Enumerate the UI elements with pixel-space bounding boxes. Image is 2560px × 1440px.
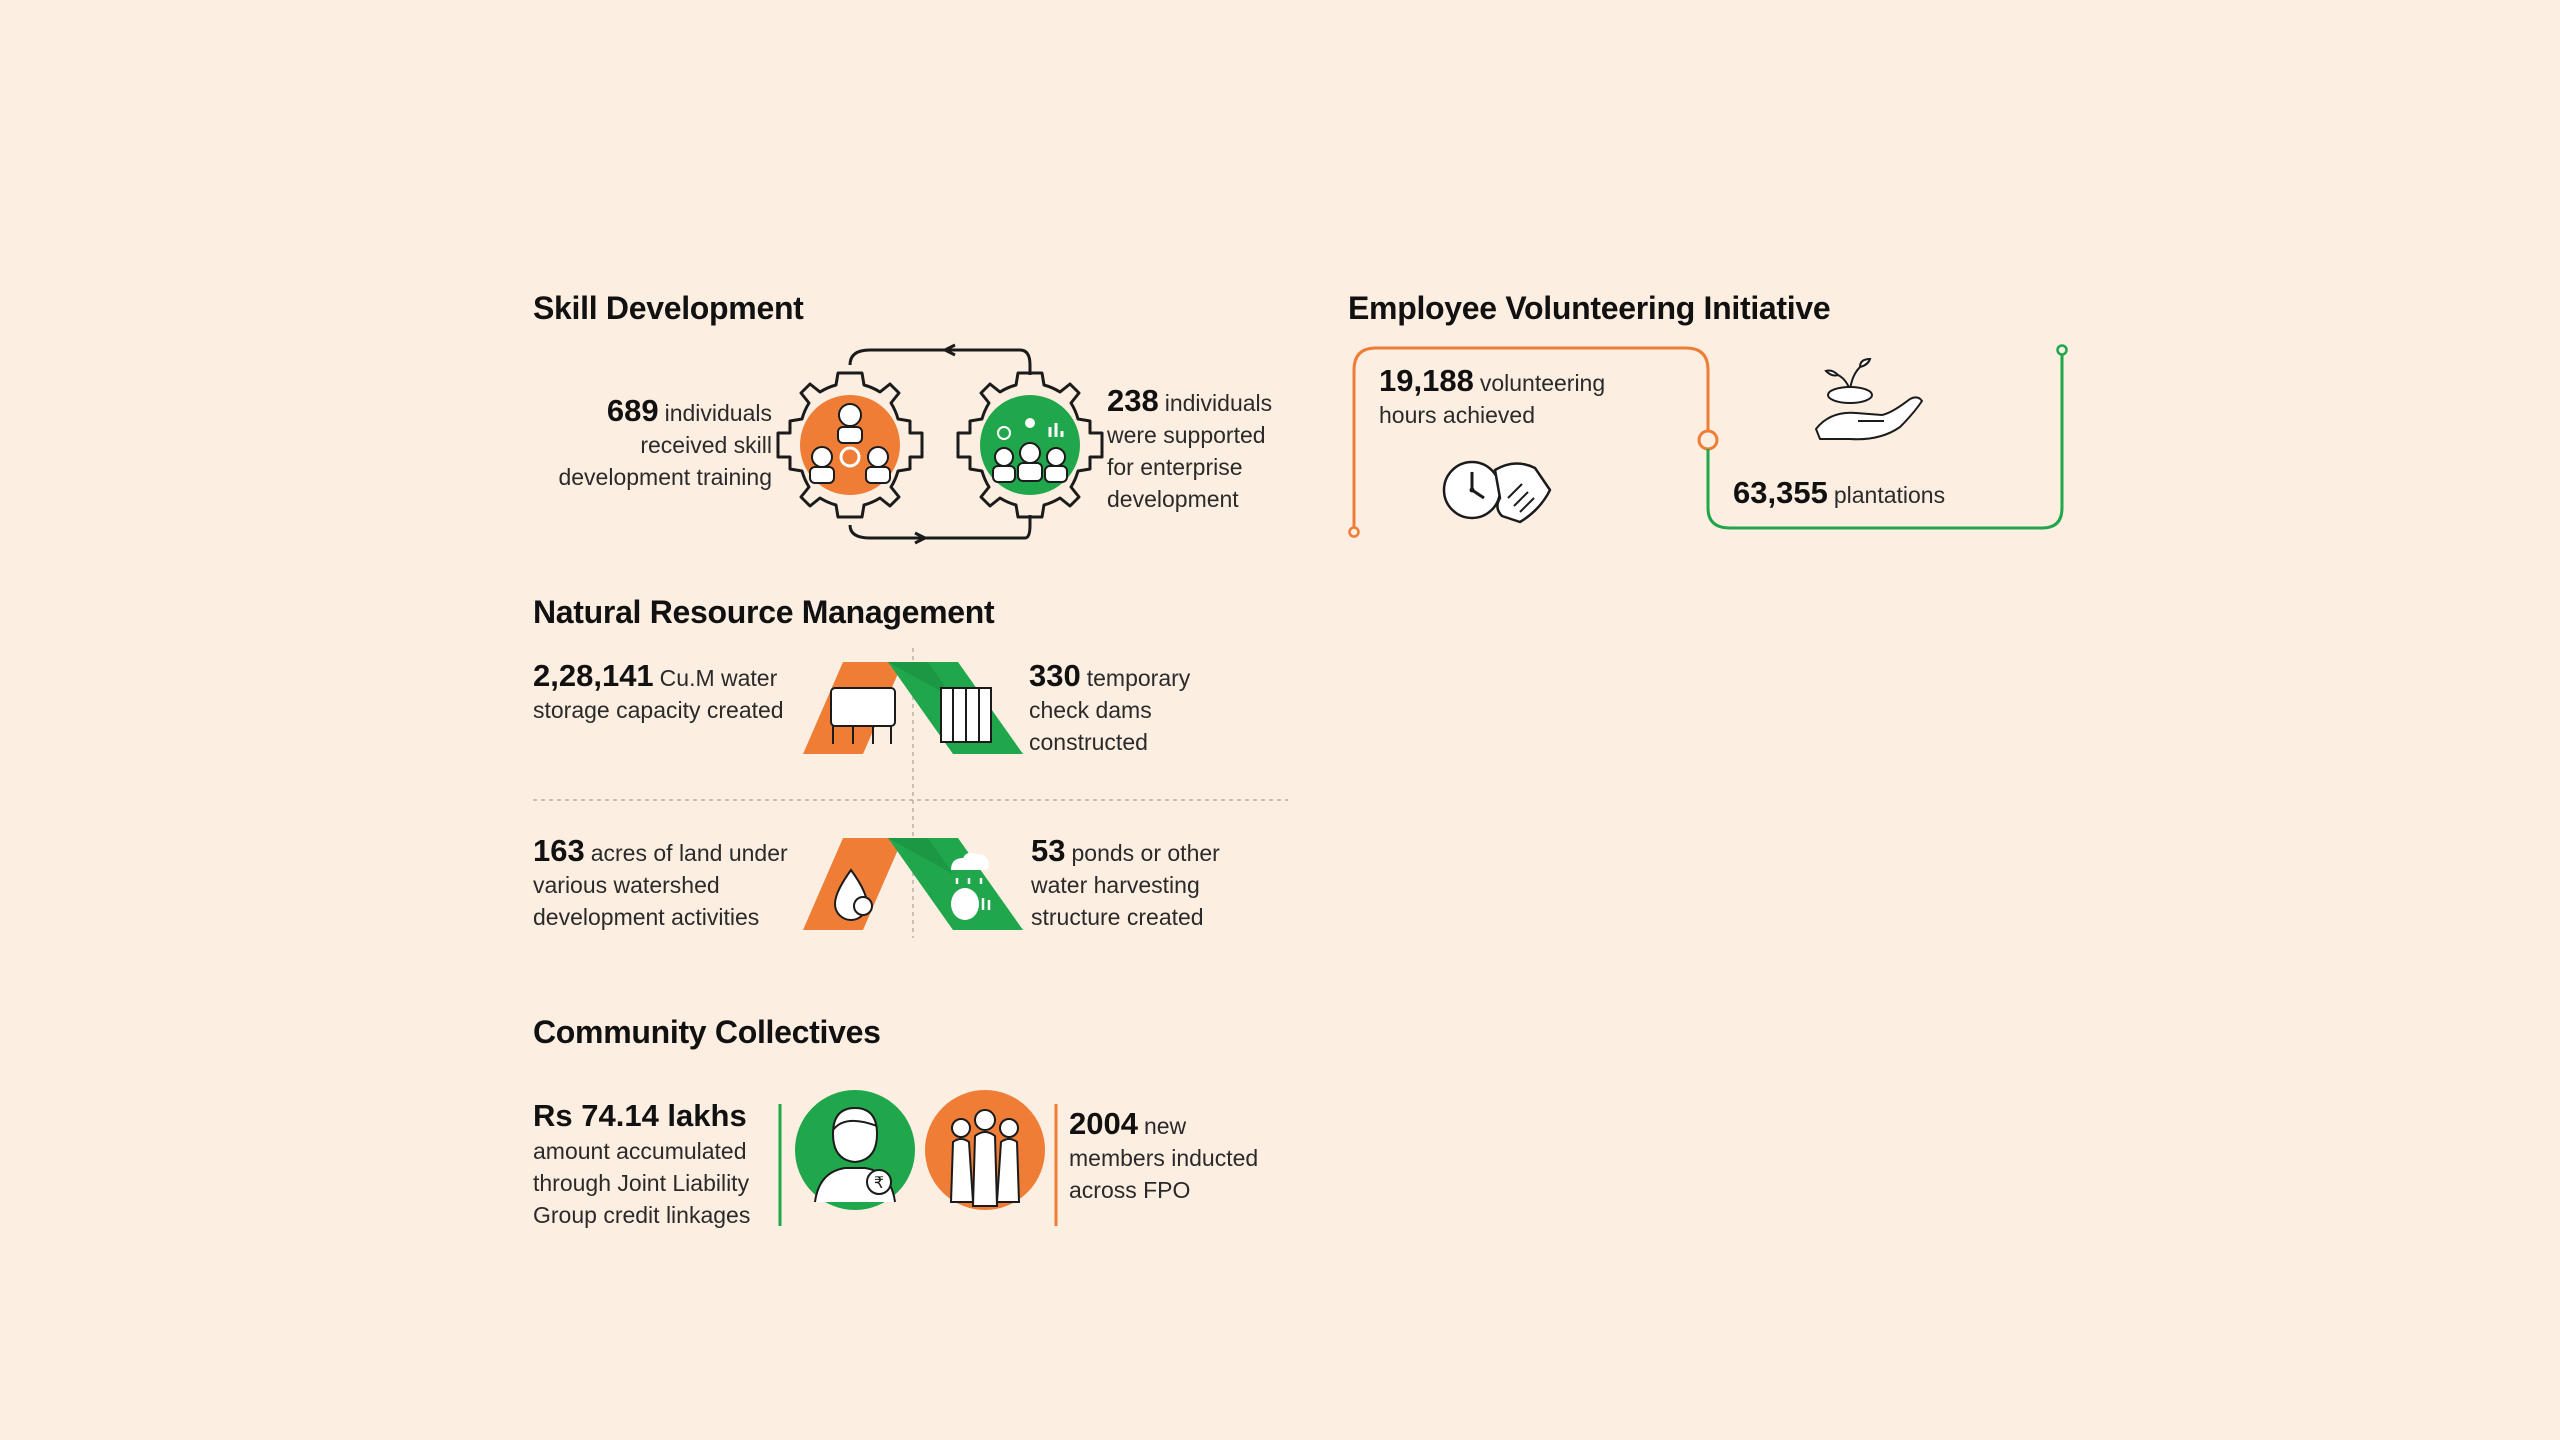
gear-entrepreneur-icon — [958, 373, 1102, 517]
nrm-ponds-value: 53 — [1031, 833, 1066, 868]
clock-icon — [1444, 462, 1500, 518]
skill-left-value: 689 — [606, 393, 659, 428]
check-dam-icon — [888, 662, 1023, 754]
nrm-land-stat: 163 acres of land under various watershed development activities — [533, 833, 788, 930]
women-group-icon — [925, 1090, 1045, 1210]
cc-illustration — [775, 1090, 1065, 1230]
gear-people-icon — [778, 373, 922, 517]
cc-members-stat: 2004 new members inducted across FPO — [1069, 1106, 1259, 1203]
cc-amount-stat: Rs 74.14 lakhs amount accumulated through Joint Liability Group credit linkages — [533, 1097, 773, 1231]
evi-plantations-value: 63,355 — [1733, 475, 1828, 510]
nrm-storage-value: 2,28,141 — [533, 658, 654, 693]
evi-title: Employee Volunteering Initiative — [1348, 290, 1831, 326]
cc-amount-value: Rs 74.14 lakhs — [533, 1098, 747, 1133]
skill-right-stat: 238 individuals were supported for enterprise development — [1107, 383, 1273, 512]
nrm-title: Natural Resource Management — [533, 594, 995, 630]
skill-right-value: 238 — [1107, 383, 1159, 418]
svg-text:₹: ₹ — [873, 1173, 885, 1192]
cc-members-value: 2004 — [1069, 1106, 1138, 1141]
nrm-ponds-stat: 53 ponds or other water harvesting structure created — [1031, 833, 1220, 930]
clock-handshake-illustration — [1440, 450, 1560, 540]
evi-plantations-stat: 63,355 plantations — [1733, 475, 1946, 510]
woman-rupee-icon — [795, 1090, 915, 1210]
evi-hours-stat: 19,188 volunteering hours achieved — [1379, 363, 1606, 428]
nrm-dams-value: 330 — [1029, 658, 1081, 693]
rain-pot-icon — [888, 838, 1023, 930]
cc-title: Community Collectives — [533, 1014, 881, 1050]
nrm-land-value: 163 — [533, 833, 585, 868]
skill-development-title: Skill Development — [533, 290, 804, 326]
nrm-dams-stat: 330 temporary check dams constructed — [1029, 658, 1191, 755]
evi-hours-value: 19,188 — [1379, 363, 1474, 398]
skill-left-stat: 689 individuals received skill development training — [558, 393, 772, 490]
hand-plant-icon — [1810, 355, 1940, 455]
skill-gears-illustration — [775, 345, 1105, 545]
handshake-icon — [1495, 463, 1550, 522]
nrm-storage-stat: 2,28,141 Cu.M water storage capacity created — [533, 658, 784, 723]
